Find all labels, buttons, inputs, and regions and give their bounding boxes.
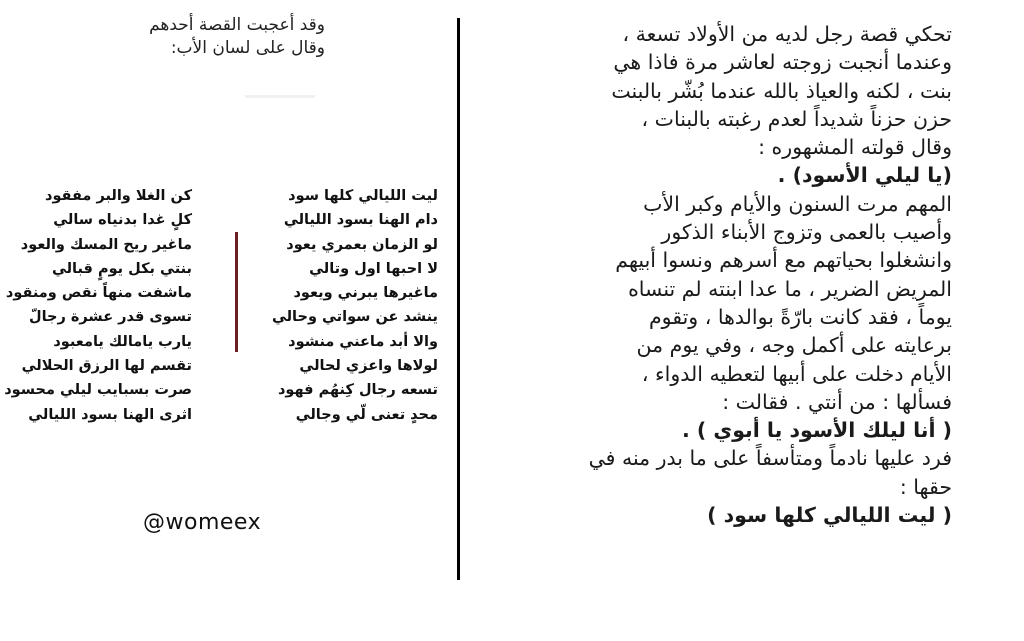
intro-line-2: وقال على لسان الأب: [170,38,325,58]
poem-verse: كن الغلا والبر مفقود [45,188,192,204]
poem-divider [235,232,238,352]
poem-verse: بنتي بكل يومٍ قبالي [51,260,192,277]
poem-verse: محدٍ تعنى لّي وجالي [295,406,438,423]
poem-right-column [262,184,438,427]
vertical-divider [457,18,460,580]
story-line: وانشغلوا بحياتهم مع أسرهم ونسوا أبيهم [615,248,952,273]
story-line: ( أنا ليلك الأسود يا أبوي ) . [681,418,952,443]
poem-verse: دام الهنا بسود الليالي [283,212,438,229]
poem-verse: لولاها واعزي لحالي [299,358,438,375]
poem-verse: لو الزمان بعمري يعود [286,236,438,253]
poem-verse: اثرى الهنا بسود الليالي [28,406,192,423]
story-line: فسألها : من أنتي . فقالت : [722,389,952,414]
story-line: يوماً ، فقد كانت بارّةً بوالدها ، وتقوم [648,304,952,329]
intro-line-1: وقد أعجبت القصة أحدهم [149,15,325,35]
poem-verse: ماغير ريح المسك والعود [20,236,192,253]
story-line: المريض الضرير ، ما عدا ابنته لم تنساه [628,276,952,301]
story-text [572,20,952,529]
story-line: تحكي قصة رجل لديه من الأولاد تسعة ، [622,22,952,46]
poem-verse: ليت الليالي كلها سود [288,188,438,204]
story-line: المهم مرت السنون والأيام وكبر الأب [643,191,952,216]
poem-verse: ماشفت منهاً نقص ومنقود [5,285,192,302]
poem-verse: والا أبد ماعني منشود [288,333,438,350]
poem-verse: يارب يامالك يامعبود [53,333,192,350]
poem-left-column [0,184,192,427]
poem-verse: كلٍ غدا بدنياه سالي [53,212,192,229]
story-line: الأيام دخلت على أبيها لتعطيه الدواء ، [641,361,952,386]
poem-verse: تسوى قدر عشرة رجالّ [28,309,192,326]
poem-verse: تقسم لها الرزق الحلالي [21,358,192,375]
watermark-handle: @womeex [143,510,262,535]
story-line: حزن حزناً شديداً لعدم رغبته بالبنات ، [641,106,952,131]
poem-verse: ينشد عن سواتي وحالي [271,309,438,326]
story-line: وعندما أنجبت زوجته لعاشر مرة فاذا هي [613,50,952,75]
story-line: (يا ليلي الأسود) . [777,163,952,188]
story-line: وأصيب بالعمى وتزوج الأبناء الذكور [661,220,952,245]
poem-intro [110,14,325,60]
faint-mark [245,95,315,98]
poem-verse: صرت بسبايب ليلي محسود [4,382,192,399]
story-line: بنت ، لكنه والعياذ بالله عندما بُشّر بالبنت [611,78,952,103]
story-line: فرد عليها نادماً ومتأسفاً على ما بدر منه في [588,446,952,471]
story-line: برعايته على أكمل وجه ، وفي يوم من [636,333,952,358]
story-line: وقال قولته المشهوره : [758,135,952,160]
story-line: حقها : [899,474,952,499]
poem-verse: ماغيرها يبرني ويعود [293,285,438,302]
story-line: ( ليت الليالي كلها سود ) [707,503,952,528]
poem-verse: لا احبها اول وتالي [309,260,438,277]
poem-verse: تسعه رجال كِنهُم فهود [277,382,438,399]
